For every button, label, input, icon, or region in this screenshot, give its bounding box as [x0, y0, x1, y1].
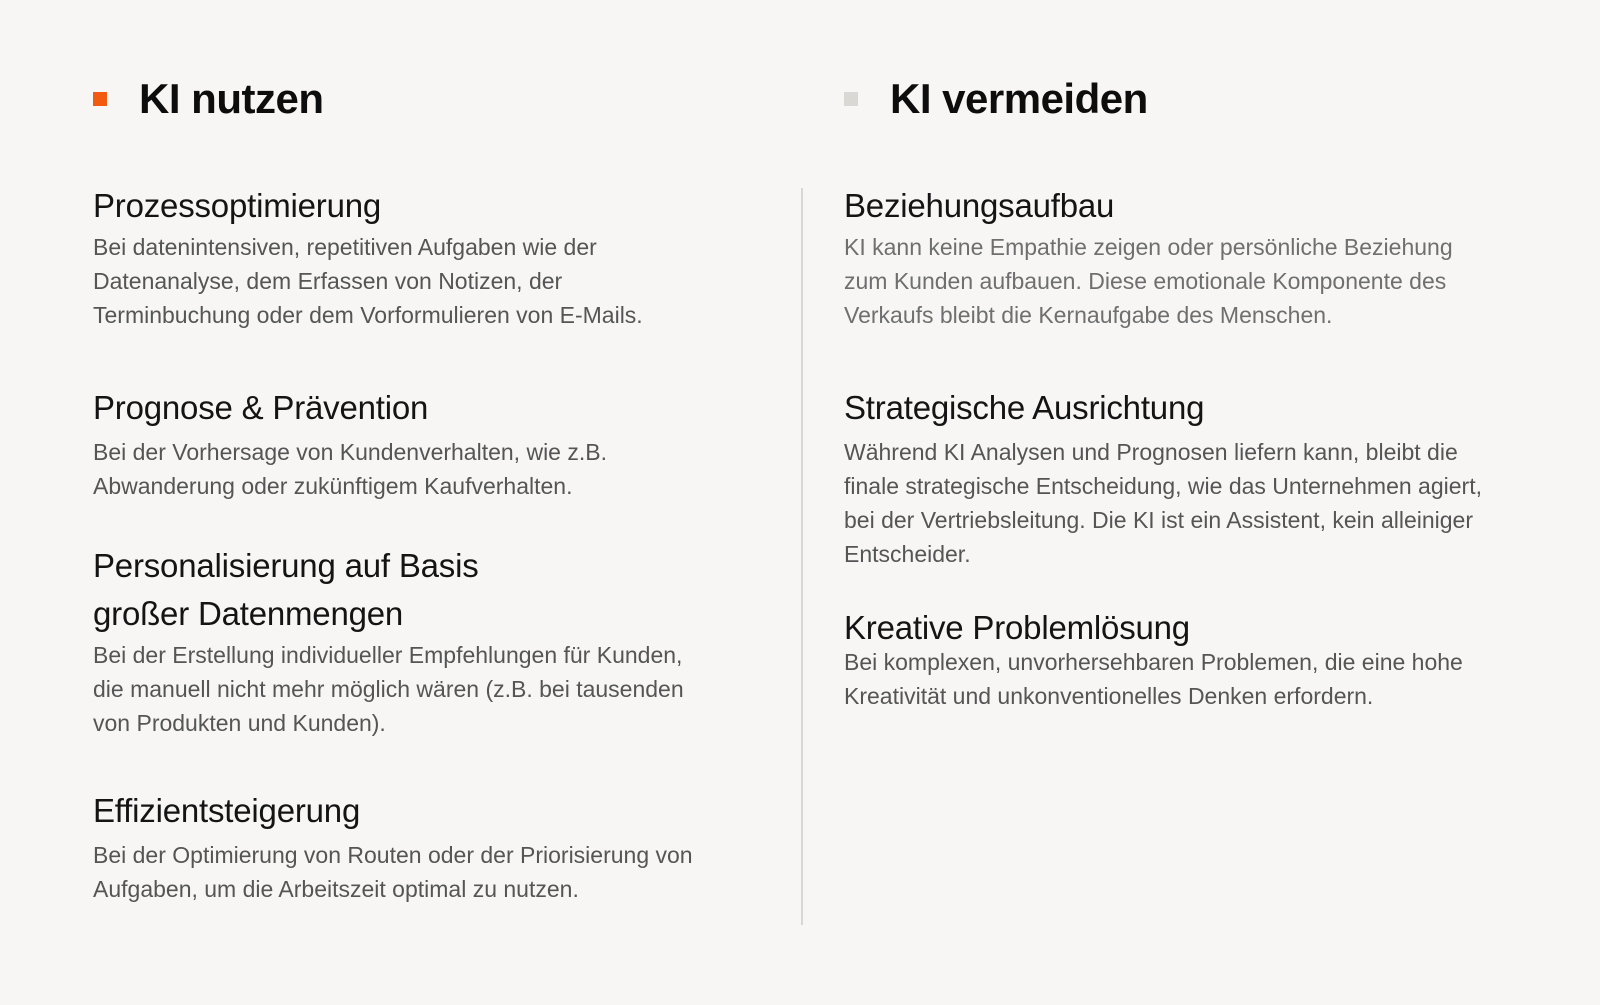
- item-description: [93, 435, 783, 503]
- column-header-left: [93, 72, 323, 126]
- item-title: Prozessoptimierung: [93, 187, 382, 224]
- description-line: von Produkten und Kunden).: [93, 710, 386, 736]
- item-title: Prognose & Prävention: [93, 389, 429, 426]
- item-title: Strategische Ausrichtung: [844, 389, 1205, 426]
- item-effizientsteigerung: [93, 787, 783, 906]
- description-line: Bei der Vorhersage von Kundenverhalten, wie z.B.: [93, 439, 607, 465]
- description-line: bei der Vertriebsleitung. Die KI ist ein Assistent, kein alleiniger: [844, 507, 1473, 533]
- description-line: Bei datenintensiven, repetitiven Aufgaben wie der: [93, 234, 597, 260]
- description-line: Terminbuchung oder dem Vorformulieren von E-Mails.: [93, 302, 643, 328]
- description-line: finale strategische Entscheidung, wie das Unternehmen agiert,: [844, 473, 1482, 499]
- description-line: Entscheider.: [844, 541, 971, 567]
- description-line: Kreativität und unkonventionelles Denken erfordern.: [844, 683, 1374, 709]
- item-title-line: großer Datenmengen: [93, 595, 404, 632]
- description-line: Bei der Optimierung von Routen oder der Priorisierung von: [93, 842, 693, 868]
- description-line: Datenanalyse, dem Erfassen von Notizen, der: [93, 268, 563, 294]
- item-description: [844, 435, 1574, 571]
- item-beziehungsaufbau: [844, 182, 1574, 332]
- item-title: Kreative Problemlösung: [844, 609, 1190, 646]
- column-title-left: KI nutzen: [139, 75, 324, 122]
- description-line: Aufgaben, um die Arbeitszeit optimal zu nutzen.: [93, 876, 579, 902]
- description-line: Während KI Analysen und Prognosen liefern kann, bleibt die: [844, 439, 1458, 465]
- description-line: KI kann keine Empathie zeigen oder persönliche Beziehung: [844, 234, 1453, 260]
- description-line: Abwanderung oder zukünftigem Kaufverhalten.: [93, 473, 573, 499]
- item-description: [844, 645, 1574, 713]
- column-title-right: KI vermeiden: [890, 75, 1148, 122]
- item-description: [93, 838, 783, 906]
- description-line: zum Kunden aufbauen. Diese emotionale Komponente des: [844, 268, 1447, 294]
- description-line: Verkaufs bleibt die Kernaufgabe des Menschen.: [844, 302, 1333, 328]
- item-description: [93, 230, 783, 332]
- item-title: Effizientsteigerung: [93, 792, 361, 829]
- item-description: [844, 230, 1574, 332]
- item-title-line: Personalisierung auf Basis: [93, 547, 479, 584]
- item-strategische-ausrichtung: [844, 384, 1574, 571]
- square-marker-icon: [844, 92, 858, 106]
- column-divider: [801, 188, 803, 925]
- item-prozessoptimierung: [93, 182, 783, 332]
- item-description: [93, 638, 783, 740]
- item-title: Beziehungsaufbau: [844, 187, 1115, 224]
- description-line: Bei komplexen, unvorhersehbaren Problemen, die eine hohe: [844, 649, 1463, 675]
- item-kreative-problemloesung: [844, 604, 1574, 713]
- item-title: [93, 542, 783, 638]
- item-personalisierung: [93, 542, 783, 740]
- item-prognose-praevention: [93, 384, 783, 503]
- description-line: Bei der Erstellung individueller Empfehlungen für Kunden,: [93, 642, 683, 668]
- column-header-right: [844, 72, 1148, 126]
- description-line: die manuell nicht mehr möglich wären (z.B. bei tausenden: [93, 676, 684, 702]
- square-marker-icon: [93, 92, 107, 106]
